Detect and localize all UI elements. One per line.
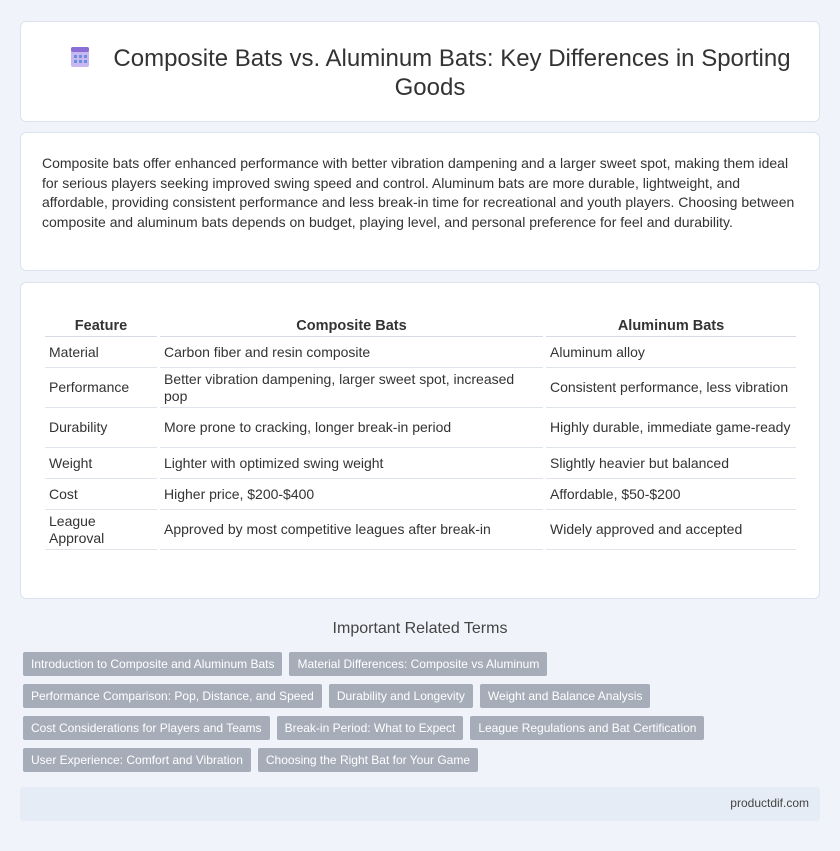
cell-feature: Material <box>45 337 157 368</box>
cell-feature: Weight <box>45 448 157 479</box>
related-term-link[interactable]: Performance Comparison: Pop, Distance, and Speed <box>23 684 322 708</box>
cell-feature: Durability <box>45 408 157 448</box>
cell-aluminum: Highly durable, immediate game-ready <box>546 408 796 448</box>
related-terms-heading: Important Related Terms <box>332 620 508 637</box>
cell-composite: Lighter with optimized swing weight <box>160 448 543 479</box>
cell-composite: Higher price, $200-$400 <box>160 479 543 510</box>
cell-aluminum: Consistent performance, less vibration <box>546 368 796 408</box>
table-row <box>45 448 796 479</box>
page-title-text: Composite Bats vs. Aluminum Bats: Key Differences in Sporting Goods <box>113 45 791 101</box>
table-header-row <box>45 315 796 337</box>
cell-composite: More prone to cracking, longer break-in period <box>160 408 543 448</box>
cell-aluminum: Aluminum alloy <box>546 337 796 368</box>
related-term-link[interactable]: Material Differences: Composite vs Aluminum <box>289 652 547 676</box>
cell-composite: Carbon fiber and resin composite <box>160 337 543 368</box>
header-composite: Composite Bats <box>160 315 543 337</box>
header-card <box>20 21 820 122</box>
footer <box>20 787 820 821</box>
cell-feature: Performance <box>45 368 157 408</box>
related-term-link[interactable]: Cost Considerations for Players and Teams <box>23 716 270 740</box>
related-term-link[interactable]: Break-in Period: What to Expect <box>277 716 464 740</box>
comparison-table <box>42 315 799 550</box>
cell-composite: Approved by most competitive leagues after break-in <box>160 510 543 550</box>
table-row <box>45 510 796 550</box>
intro-card <box>20 132 820 271</box>
header-aluminum: Aluminum Bats <box>546 315 796 337</box>
table-row <box>45 337 796 368</box>
related-terms-list <box>23 652 723 780</box>
related-term-link[interactable]: Weight and Balance Analysis <box>480 684 651 708</box>
cell-feature: League Approval <box>45 510 157 550</box>
cell-feature: Cost <box>45 479 157 510</box>
related-term-link[interactable]: Introduction to Composite and Aluminum Bats <box>23 652 282 676</box>
related-term-link[interactable]: Durability and Longevity <box>329 684 473 708</box>
cell-aluminum: Widely approved and accepted <box>546 510 796 550</box>
cell-aluminum: Affordable, $50-$200 <box>546 479 796 510</box>
page-title <box>61 44 799 102</box>
cell-composite: Better vibration dampening, larger sweet spot, increased pop <box>160 368 543 408</box>
footer-site-name: productdif.com <box>730 796 809 810</box>
cell-aluminum: Slightly heavier but balanced <box>546 448 796 479</box>
header-feature: Feature <box>45 315 157 337</box>
table-row <box>45 408 796 448</box>
table-row <box>45 368 796 408</box>
related-term-link[interactable]: League Regulations and Bat Certification <box>470 716 704 740</box>
comparison-card <box>20 282 820 599</box>
intro-paragraph: Composite bats offer enhanced performance with better vibration dampening and a larger sweet spot, making them ideal for serious players seeking improved swing speed and control. Aluminum bats are more durable, lightweight, and affordable, providing consistent performance and less break-in time for recreational and youth players. Choosing between composite and aluminum bats depends on budget, playing level, and personal preference for feel and durability. <box>42 155 795 231</box>
document-icon <box>69 46 91 68</box>
related-term-link[interactable]: User Experience: Comfort and Vibration <box>23 748 251 772</box>
table-row <box>45 479 796 510</box>
related-term-link[interactable]: Choosing the Right Bat for Your Game <box>258 748 478 772</box>
